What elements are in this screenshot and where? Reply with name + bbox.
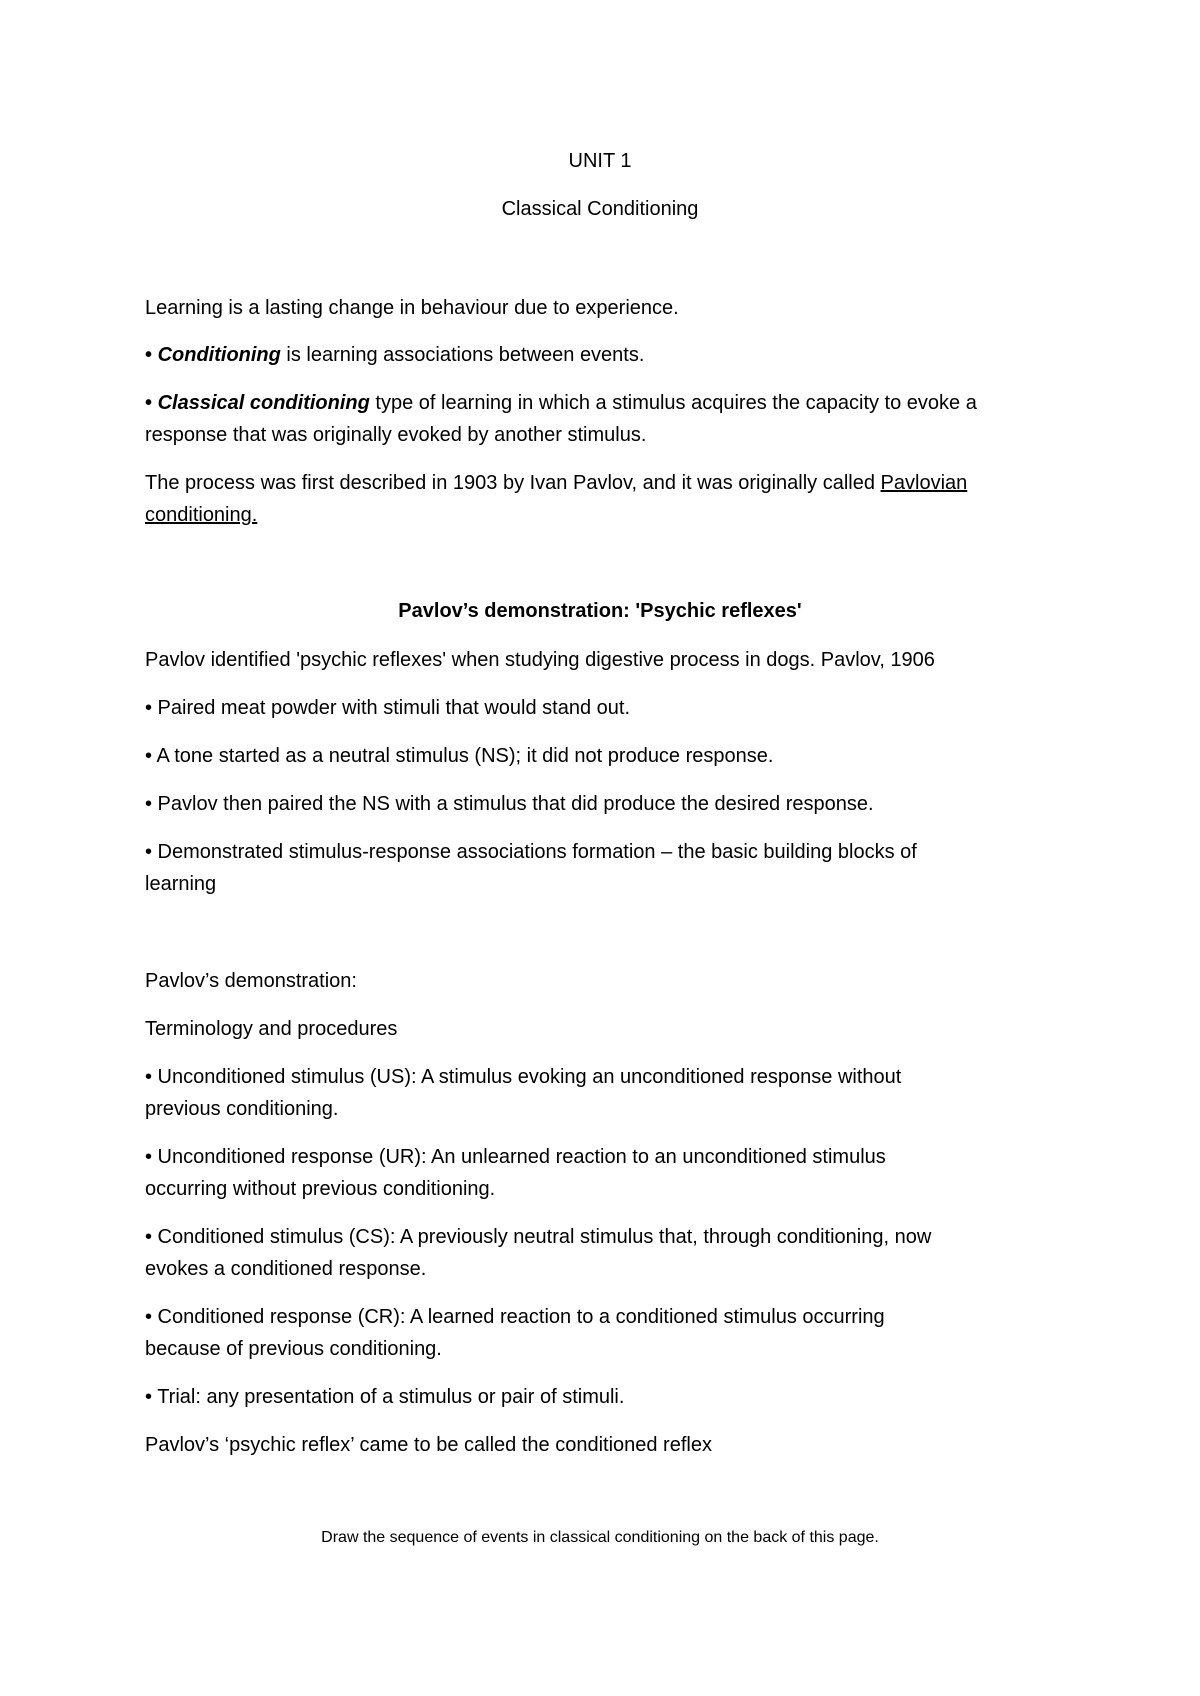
process-history-line2: conditioning. (145, 504, 258, 526)
term-unconditioned-stimulus-cont: previous conditioning. (145, 1098, 339, 1120)
process-history-line1 (145, 470, 967, 496)
section-heading-demonstration: Pavlov’s demonstration: (145, 970, 357, 992)
learning-definition: Learning is a lasting change in behaviour due to experience. (145, 297, 679, 319)
closing-statement: Pavlov’s ‘psychic reflex’ came to be called the conditioned reflex (145, 1434, 712, 1456)
term-trial: • Trial: any presentation of a stimulus or pair of stimuli. (145, 1386, 625, 1408)
conditioning-definition (145, 342, 644, 368)
section-heading-psychic-reflexes: Pavlov’s demonstration: 'Psychic reflexes' (398, 600, 802, 622)
section-subheading-terminology: Terminology and procedures (145, 1018, 398, 1040)
page-title: Classical Conditioning (501, 198, 699, 220)
pavlovian-term: Pavlovian (880, 472, 968, 494)
classical-definition-text: type of learning in which a stimulus acquires the capacity to evoke a (369, 392, 977, 414)
term-conditioned-response: • Conditioned response (CR): A learned reaction to a conditioned stimulus occurring (145, 1306, 885, 1328)
term-unconditioned-stimulus: • Unconditioned stimulus (US): A stimulus evoking an unconditioned response without (145, 1066, 902, 1088)
classical-definition-line1 (145, 390, 977, 416)
bullet-glyph: • (145, 392, 153, 414)
term-unconditioned-response: • Unconditioned response (UR): An unlearned reaction to an unconditioned stimulus (145, 1146, 886, 1168)
unit-heading: UNIT 1 (568, 150, 632, 172)
bullet-glyph: • (145, 344, 153, 366)
list-item: • Demonstrated stimulus-response associations formation – the basic building blocks of (145, 841, 917, 863)
term-conditioned-stimulus: • Conditioned stimulus (CS): A previously neutral stimulus that, through conditioning, now (145, 1226, 932, 1248)
conditioning-term: Conditioning (157, 344, 281, 366)
list-item: • Paired meat powder with stimuli that would stand out. (145, 697, 631, 719)
process-history-text: The process was first described in 1903 by Ivan Pavlov, and it was originally called (145, 472, 881, 494)
term-conditioned-response-cont: because of previous conditioning. (145, 1338, 442, 1360)
term-conditioned-stimulus-cont: evokes a conditioned response. (145, 1258, 427, 1280)
conditioning-text: is learning associations between events. (280, 344, 645, 366)
classical-definition-line2: response that was originally evoked by another stimulus. (145, 424, 647, 446)
list-item: • Pavlov then paired the NS with a stimulus that did produce the desired response. (145, 793, 874, 815)
list-item: • A tone started as a neutral stimulus (NS); it did not produce response. (145, 745, 774, 767)
psychic-reflexes-intro: Pavlov identified 'psychic reflexes' when studying digestive process in dogs. Pavlov, 1906 (145, 649, 935, 671)
term-unconditioned-response-cont: occurring without previous conditioning. (145, 1178, 496, 1200)
list-item-continuation: learning (145, 873, 217, 895)
classical-conditioning-term: Classical conditioning (157, 392, 370, 414)
footer-note: Draw the sequence of events in classical conditioning on the back of this page. (321, 1529, 879, 1546)
